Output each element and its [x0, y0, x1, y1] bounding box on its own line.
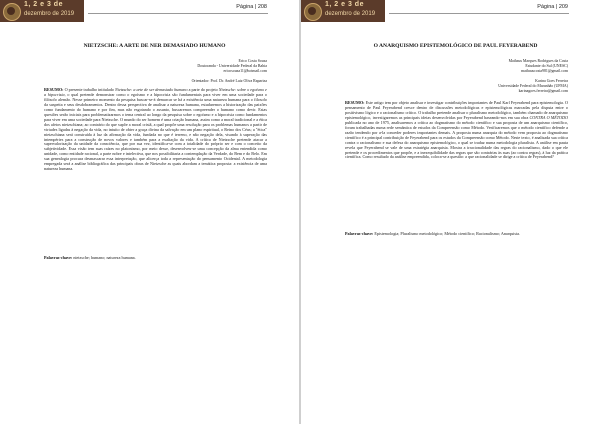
abstract — [345, 101, 568, 160]
event-banner — [301, 0, 385, 22]
abstract-label: RESUMO: — [44, 87, 64, 92]
event-emblem-inner-icon — [308, 7, 316, 15]
author-name: Mathaus Marques Rodrigues da Costa — [508, 59, 568, 63]
abstract-text: , o qual pretende demonstrar como o egoísmo e a hipocrisia são fundamentais para viver em uma sociedade para o filósofo alemão. Nesse primeiro momento da pesquisa buscar-se-á demarcar se há a existência uma natureza humana para o filosofo da suspeita e seus desdobramentos. Dentro dessa perspectiva de analisar a natureza humana, estudaremos a historização das paixões como fundamento do humano e por fim, mas não esgotando o assunto, buscaremos compreender o humano como devir. Estas questões serão iniciais para problematizarmos o tema central ao longo da pesquisa sobre o egoísmo e a hipocrisia como fundamentos para viver em uma sociedade para Nietzsche. O mundo do ser homem é uma criação humana, assim como a moral tradicional e a ética dos afetos nietzschiana; ao contrário do que supõe a moral cristã, a qual propõe uma resolução para os problemas humanos a partir de virtudes ligadas à negação da vida, no intuito de obter a graça divina da salvação em um plano espiritual, o Reino dos Céus; a "ética" nietzschiana será construída à luz da afirmação da vida, fundada no que é terreno, e não negação dela, visando à superação das intempéries para a construção de novos valores e também para a exaltação da vida. A crítica de Nietzsche pretende atacar a supervalorização da unidade da consciência, que por sua vez, identifica-se com a totalidade do próprio ser e com o conceito da subjetividade. Essa visão tem suas raízes no platonismo, por meio desse, desenvolveu-se uma concepção da alma entendida como unidade, como entidade racional, a parte nobre e intelectiva, que nos possibilitaria a contemplação da Verdade, do Bem e do Belo. Em sua genealogia procura desmascarar essa interpretação, que alicerça toda a representação do pensamento Ocidental. A metodologia empregada será a análise bibliográfica das principais obras de Nietzsche as quais abordam a temática proposta: a existência de uma natureza humana. — [44, 91, 267, 172]
abstract-part1: Este artigo tem por objeto analisar e investigar contribuições importantes de Paul Karl Feyerabend para epistemologia. O pensamento de Paul Feyerabend cresce dentro de discussões metodológicas e epistemológicas marcadas pela disputa entre o positivismo lógico e o racionalismo crítico. O trabalho pretende analisar o pluralismo metodológico, também chamado de anarquismo epistemológico, investigaremos as principais ideias desenvolvidas por Feyerabend baseando-nos em sua obra — [345, 100, 568, 120]
coauthor-email: karinagoes.ferreira@gmail.com — [518, 89, 568, 93]
author-email: ericosouza11@hotmail.com — [223, 69, 267, 73]
page-number: Página | 209 — [537, 4, 568, 10]
header-rule — [88, 13, 268, 14]
abstract-work-italic: CONTRA O MÉTODO — [529, 114, 568, 120]
abstract-label: RESUMO: — [345, 100, 365, 105]
banner-date-line1: 1, 2 e 3 de — [24, 1, 63, 8]
abstract-project-italic: Nietzsche: sobre o egoísmo e a hipocrisia — [44, 87, 267, 97]
event-banner — [0, 0, 84, 22]
article-title: O ANARQUISMO EPISTEMOLÓGICO DE PAUL FEYERABEND — [373, 43, 538, 49]
banner-date-line1: 1, 2 e 3 de — [325, 1, 364, 8]
event-emblem-inner-icon — [7, 7, 15, 15]
coauthor-affiliation: Universidade Federal do Maranhão (UFMA) — [498, 84, 568, 88]
author-email: mathauscosta981@gmail.com — [521, 69, 568, 73]
author-affiliation: Doutoranda - Universidade Federal da Bahia — [197, 64, 267, 68]
author-block — [197, 59, 267, 74]
keywords-label: Palavras-chave: — [345, 231, 374, 236]
keywords-text: Epistemologia; Pluralismo metodológico; Método científico; Racionalismo; Anarquista. — [373, 231, 521, 236]
keywords-text: nietzsche; humano; natureza humana. — [72, 255, 136, 260]
abstract — [44, 88, 267, 172]
keywords-label: Palavras-chave: — [44, 255, 73, 260]
left-page — [0, 0, 299, 424]
header-rule — [389, 13, 569, 14]
coauthor-name: Karina Goes Ferreira — [535, 79, 568, 83]
keywords — [44, 256, 267, 261]
orientation-line: Orientador: Prof. Dr. André Luiz Oliva Rapariza — [191, 79, 267, 83]
abstract-title-italic: Nietzsche: a arte de ser demasiado humano — [115, 87, 188, 92]
author-name: Erico Costa Sousa — [238, 59, 267, 63]
page-number: Página | 208 — [236, 4, 267, 10]
right-page — [301, 0, 600, 424]
abstract-intro: O presente trabalho intitulado — [64, 87, 116, 92]
author-affiliation: Estudante do Sul (UNESC) — [525, 64, 568, 68]
coauthor-block — [498, 79, 568, 94]
article-title: NIETZSCHE: A ARTE DE NER DEMASIADO HUMANO — [83, 43, 226, 49]
abstract-part2: publicada no ano de 1975, analisaremos a crítica ao dogmatismo do método científico e sua proposta de um anarquismo científico, foram trabalhadas numa rede semântica de estudos da Compreensão como Método. Verificaremos que o método científico defende a razão tendendo por a-la conceder poderes importantes demais. A proposta numa anarquia do método vem proposta ao dogmatismo científico é a principal contribuição de Feyerabend para os estudos da Compreensão como Método. Neste texto, é analisada sua crítica contra o racionalismo e sua defesa do anarquismo epistemológico, o qual se traduz numa metodologia pluralista. A análise em pauta revela que Feyerabend se vale de uma estratégia anarquista. Mostra a irracionalidade das regras do racionalismo, dado o que ele pretende e os procedimentos que propõe, e a inexequibilidade das regras que são contrárias às suas (ao contra regras), à luz da prática científica. Como resultado da análise empreendida, coloca-se a questão: a que racionalidade se dirige a crítica de Feyerabend? — [345, 119, 568, 160]
abstract-mid: a parte do projeto — [187, 87, 219, 92]
banner-date-line2: dezembro de 2019 — [325, 11, 376, 17]
banner-date-line2: dezembro de 2019 — [24, 11, 75, 17]
keywords — [345, 232, 568, 237]
author-block — [509, 59, 568, 74]
